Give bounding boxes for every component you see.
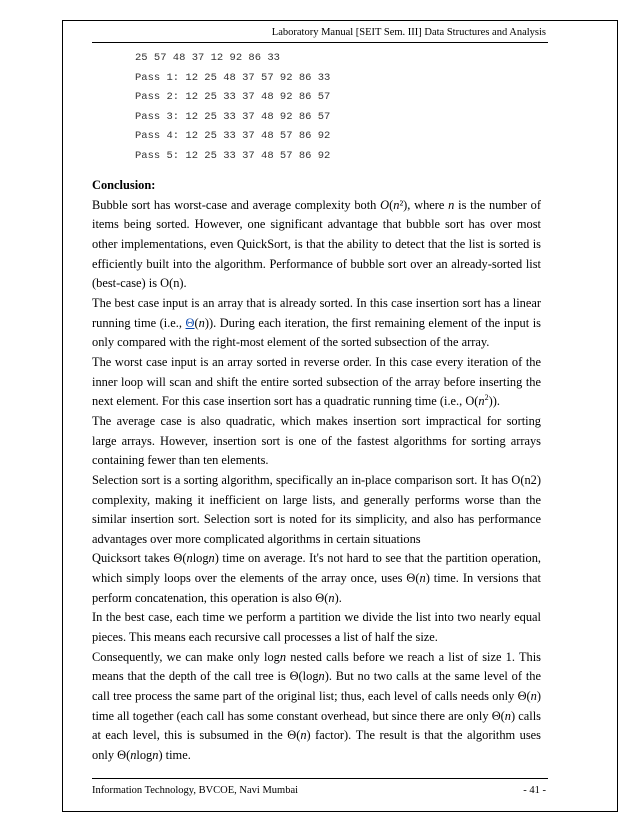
code-line-pass-3: Pass 3: 12 25 33 37 48 92 86 57 (135, 110, 331, 123)
paragraph-insertion-best-case (92, 294, 541, 353)
text: log (136, 748, 153, 763)
paragraph-bubble-sort (92, 196, 541, 294)
text: ( (194, 315, 199, 330)
text: ), where (403, 197, 449, 212)
code-line-pass-5: Pass 5: 12 25 33 37 48 57 86 92 (135, 149, 331, 162)
math: n (152, 748, 159, 763)
code-line-pass-2: Pass 2: 12 25 33 37 48 92 86 57 (135, 91, 331, 104)
theta-link[interactable]: Θ (185, 315, 195, 330)
text: Consequently, we can make only log (92, 649, 280, 664)
text: ) time. In versions that perform concatenation, this operation is also Θ( (92, 571, 541, 605)
code-line-input: 25 57 48 37 12 92 86 33 (135, 52, 280, 64)
paragraph-selection-sort: Selection sort is a sorting algorithm, specifically an in-place comparison sort. It has O(n2) complexity, making it inefficient on large lists, and generally performs worse than the similar insertion sort. Selection sort is noted for its simplicity, and also has performance advantages over more complicated algorithms in certain situations (92, 472, 541, 546)
text: ). (334, 590, 342, 605)
math: n (186, 551, 193, 566)
math: n (504, 708, 511, 723)
paragraph-quicksort-best-case: In the best case, each time we perform a partition we divide the list into two nearly equal pieces. This means each recursive call processes a list of half the size. (92, 610, 541, 645)
text: ) factor). The result is that the algorithm uses only Θ( (92, 728, 541, 763)
math: n (130, 748, 137, 763)
math: n (448, 197, 455, 212)
code-output-block (135, 49, 330, 167)
text: log (192, 551, 209, 566)
math: n (318, 669, 325, 684)
footer-rule (92, 778, 548, 779)
footer-institution: Information Technology, BVCOE, Navi Mumbai (92, 785, 299, 796)
text: The worst case input is an array sorted in reverse order. In this case every iteration of the inner loop will scan and shift the entire sorted subsection of the array before inserting the next element. For this case insertion sort has a quadratic running time (i.e., O( (92, 354, 541, 409)
text: is the number of items being sorted. However, one significant advantage that bubble sort has over most other implementations, even QuickSort, is that the ability to detect that the list is sorted is efficiently built into the algorithm. Performance of bubble sort over an already-sorted list (best-case) is O(n). (92, 197, 541, 291)
text: The best case input is an array that is already sorted. In this case insertion sort has a linear running time (i.e., (92, 295, 541, 330)
text: )). During each iteration, the first remaining element of the input is only compared with the right-most element of the sorted subsection of the array. (92, 315, 541, 350)
paragraph-insertion-worst-case (92, 353, 541, 412)
code-line-pass-4: Pass 4: 12 25 33 37 48 57 86 92 (135, 130, 331, 143)
paragraph-quicksort-depth (92, 648, 541, 766)
text: ). But no two calls at the same level of the call tree process the same part of the original list; thus, each level of calls needs only Θ( (92, 669, 541, 704)
text: ( (389, 197, 394, 212)
text: Bubble sort has worst-case and average complexity both (92, 197, 381, 212)
math: n (478, 394, 485, 409)
text: Quicksort takes Θ( (92, 551, 187, 566)
math: n (419, 571, 426, 586)
paragraph-insertion-average-case: The average case is also quadratic, which makes insertion sort impractical for sorting large arrays. However, insertion sort is one of the fastest algorithms for sorting arrays containing fewer than ten elements. (92, 413, 541, 468)
text: ) time. (158, 748, 191, 763)
text: ) time all together (each call has some constant overhead, but since there are only Θ( (92, 689, 541, 723)
conclusion-section (92, 176, 541, 766)
text: ) calls at each level, this is subsumed in the Θ( (92, 708, 541, 743)
page-footer (92, 784, 546, 798)
page-header: Laboratory Manual [SEIT Sem. III] Data Structures and Analysis (271, 27, 546, 38)
math: n (198, 315, 205, 330)
math: n (393, 197, 400, 212)
text: nested calls before we reach a list of size 1. This means that the depth of the call tree is Θ(log (92, 649, 541, 684)
math: n (300, 728, 307, 743)
text: ² (399, 197, 404, 212)
code-line-pass-1: Pass 1: 12 25 48 37 57 92 86 33 (135, 71, 331, 84)
conclusion-heading: Conclusion: (92, 178, 156, 192)
math: n (328, 590, 335, 605)
superscript: 2 (484, 393, 489, 403)
math: O (380, 197, 390, 212)
header-rule (92, 42, 548, 43)
math: n (279, 649, 287, 664)
text: ) time on average. It's not hard to see that the partition operation, which simply loops over the elements of the array once, uses Θ( (92, 551, 541, 586)
page-number: - 41 - (523, 785, 546, 796)
math: n (530, 689, 537, 704)
math: n (208, 551, 215, 566)
paragraph-quicksort-average (92, 549, 541, 608)
text: )). (488, 394, 500, 409)
